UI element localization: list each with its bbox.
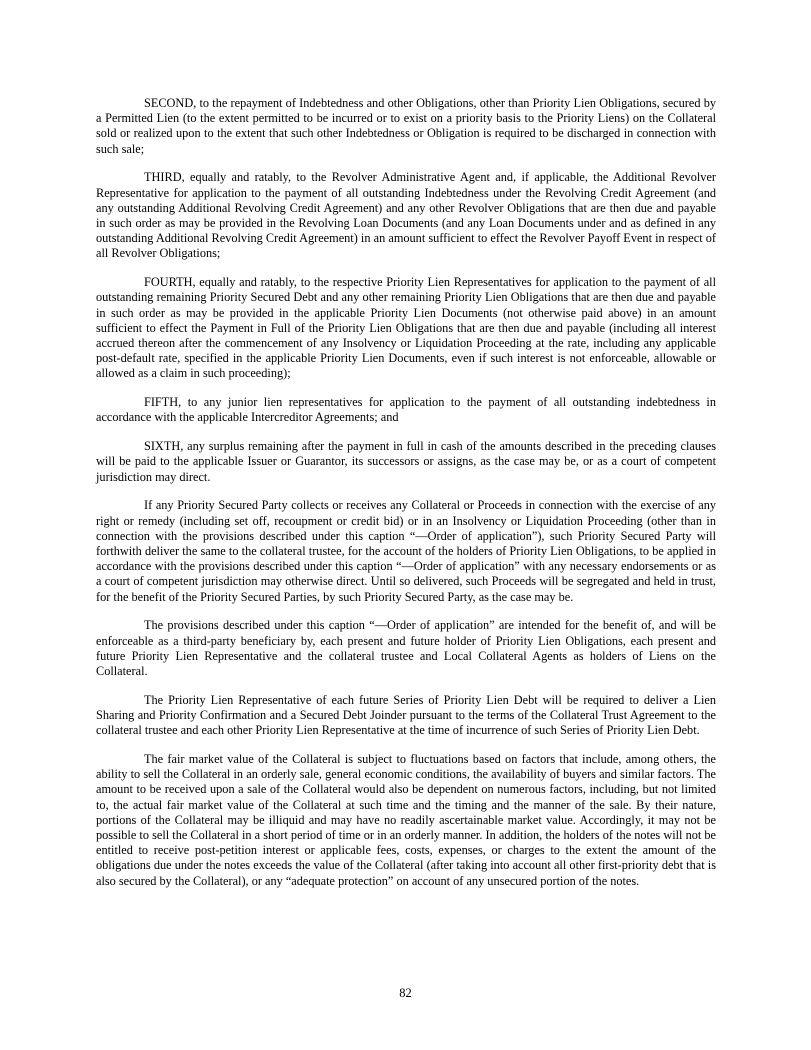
page-number: 82 xyxy=(399,986,412,1000)
paragraph-lien-sharing: The Priority Lien Representative of each future Series of Priority Lien Debt will be required to deliver a Lien Sharing and Priority Confirmation and a Secured Debt Joinder pursuant to the terms of the Collateral Trust Agreement to the collateral trustee and each other Priority Lien Representative at the time of incurrence of such Series of Priority Lien Debt. xyxy=(96,692,716,738)
paragraph-third: THIRD, equally and ratably, to the Revolver Administrative Agent and, if applicable, the Additional Revolver Representative for application to the payment of all outstanding Indebtedness under the Revolving Credit Agreement (and any outstanding Additional Revolving Credit Agreement) and any other Revolver Obligations that are then due and payable in such order as may be provided in the Revolving Loan Documents (and any Loan Documents under and as defined in any outstanding Additional Revolving Credit Agreement) in an amount sufficient to effect the Revolver Payoff Event in respect of all Revolver Obligations; xyxy=(96,170,716,261)
paragraph-third-party-beneficiary: The provisions described under this caption “—Order of application” are intended for the benefit of, and will be enforceable as a third-party beneficiary by, each present and future holder of Priority Lien Obligations, each present and future Priority Lien Representative and the collateral trustee and Local Collateral Agents as holders of Liens on the Collateral. xyxy=(96,618,716,679)
paragraph-collected-proceeds: If any Priority Secured Party collects or receives any Collateral or Proceeds in connection with the exercise of any right or remedy (including set off, recoupment or credit bid) or in an Insolvency or Liquidation Proceeding (other than in connection with the provisions described under this caption “—Order of application”), such Priority Secured Party will forthwith deliver the same to the collateral trustee, for the account of the holders of Priority Lien Obligations, to be applied in accordance with the provisions described under this caption “—Order of application” with any necessary endorsements or as a court of competent jurisdiction may otherwise direct. Until so delivered, such Proceeds will be segregated and held in trust, for the benefit of the Priority Secured Parties, by such Priority Secured Party, as the case may be. xyxy=(96,498,716,604)
paragraph-sixth: SIXTH, any surplus remaining after the payment in full in cash of the amounts described in the preceding clauses will be paid to the applicable Issuer or Guarantor, its successors or assigns, as the case may be, or as a court of competent jurisdiction may direct. xyxy=(96,439,716,484)
paragraph-fair-market-value: The fair market value of the Collateral is subject to fluctuations based on factors that include, among others, the ability to sell the Collateral in an orderly sale, general economic conditions, the availability of buyers and similar factors. The amount to be received upon a sale of the Collateral would also be dependent on numerous factors, including, but not limited to, the actual fair market value of the Collateral at such time and the timing and the manner of the sale. By their nature, portions of the Collateral may be illiquid and may have no readily ascertainable market value. Accordingly, it may not be possible to sell the Collateral in a short period of time or in an orderly manner. In addition, the holders of the notes will not be entitled to receive post-petition interest or applicable fees, costs, expenses, or charges to the extent the amount of the obligations due under the notes exceeds the value of the Collateral (after taking into account all other first-priority debt that is also secured by the Collateral), or any “adequate protection” on account of any unsecured portion of the notes. xyxy=(96,752,716,888)
paragraph-fifth: FIFTH, to any junior lien representatives for application to the payment of all outstanding indebtedness in accordance with the applicable Intercreditor Agreements; and xyxy=(96,395,716,425)
document-page xyxy=(96,96,716,902)
paragraph-second: SECOND, to the repayment of Indebtedness and other Obligations, other than Priority Lien Obligations, secured by a Permitted Lien (to the extent permitted to be incurred or to exist on a priority basis to the Priority Liens) on the Collateral sold or realized upon to the extent that such other Indebtedness or Obligation is required to be discharged in connection with such sale; xyxy=(96,96,716,156)
paragraph-fourth: FOURTH, equally and ratably, to the respective Priority Lien Representatives for application to the payment of all outstanding remaining Priority Secured Debt and any other remaining Priority Lien Obligations that are then due and payable in such order as may be provided in the applicable Priority Lien Documents (not otherwise paid above) in an amount sufficient to effect the Payment in Full of the Priority Lien Obligations that are then due and payable (including all interest accrued thereon after the commencement of any Insolvency or Liquidation Proceeding at the rate, including any applicable post-default rate, specified in the applicable Priority Lien Documents, even if such interest is not enforceable, allowable or allowed as a claim in such proceeding); xyxy=(96,275,716,381)
